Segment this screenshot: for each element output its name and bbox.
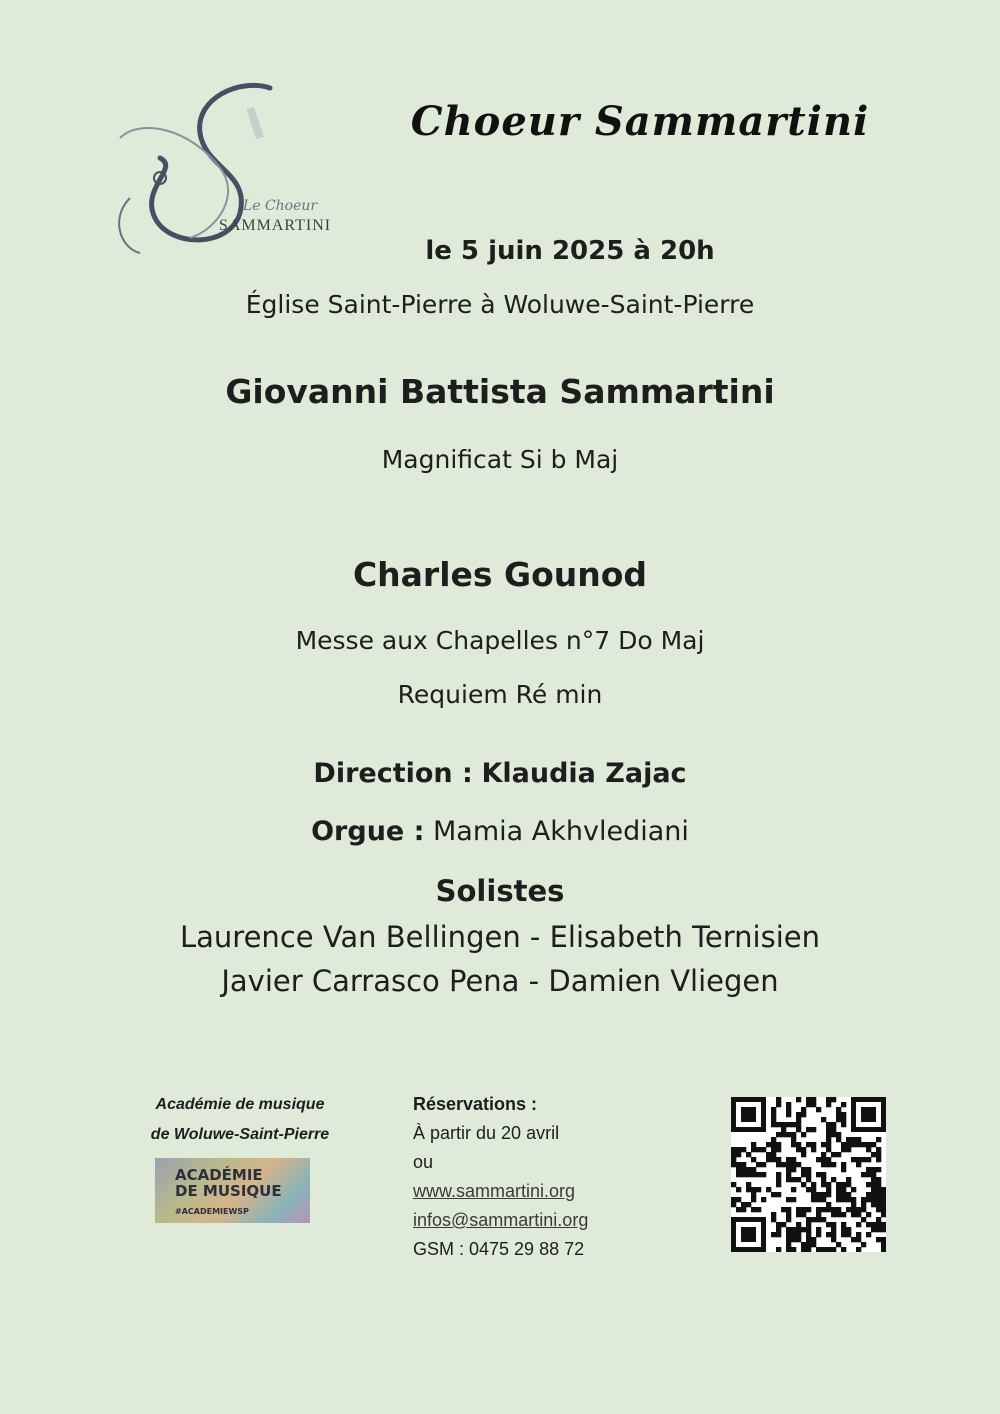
work-title: Messe aux Chapelles n°7 Do Maj [295, 626, 705, 655]
academy-info [120, 1090, 360, 1150]
reservations-block [413, 1090, 588, 1264]
reservations-start: À partir du 20 avril [413, 1123, 560, 1143]
academy-logo [155, 1158, 310, 1223]
soloists-line: Laurence Van Bellingen - Elisabeth Ternisien [180, 920, 820, 954]
academy-logo-line: DE MUSIQUE [175, 1182, 282, 1200]
reservations-heading: Réservations : [413, 1094, 538, 1114]
academy-logo-tag: #ACADEMIEWSP [175, 1207, 249, 1216]
composer-name: Charles Gounod [352, 555, 648, 594]
reservations-or: ou [413, 1152, 434, 1172]
logo-subtitle: Le Choeur [242, 198, 318, 214]
website-link[interactable]: www.sammartini.org [413, 1181, 576, 1201]
email-link[interactable]: infos@sammartini.org [413, 1210, 589, 1230]
qr-code[interactable] [731, 1097, 886, 1252]
organist-name: Mamia Akhvlediani [433, 816, 689, 847]
work-title: Magnificat Si b Maj [381, 445, 619, 474]
phone-number: GSM : 0475 29 88 72 [413, 1239, 585, 1259]
concert-venue: Église Saint-Pierre à Woluwe-Saint-Pierre [245, 290, 755, 319]
composer-name: Giovanni Battista Sammartini [225, 372, 775, 411]
organ-label: Orgue : [311, 816, 425, 847]
soloists-heading: Solistes [435, 874, 565, 908]
organ-credit [0, 816, 1000, 847]
direction-credit [0, 758, 1000, 789]
academy-logo-line: ACADÉMIE [175, 1166, 263, 1184]
academy-location: de Woluwe-Saint-Pierre [150, 1126, 330, 1143]
soloists-line: Javier Carrasco Pena - Damien Vliegen [221, 964, 779, 998]
concert-date: le 5 juin 2025 à 20h [425, 236, 715, 266]
academy-name: Académie de musique [155, 1096, 325, 1113]
qr-code-icon [731, 1097, 886, 1252]
direction-label: Direction : [313, 758, 473, 789]
academy-logo-text [175, 1167, 282, 1199]
logo-name: SAMMARTINI [218, 217, 332, 234]
poster-title: Choeur Sammartini [410, 98, 870, 145]
director-name: Klaudia Zajac [481, 758, 687, 789]
work-title: Requiem Ré min [397, 680, 603, 709]
